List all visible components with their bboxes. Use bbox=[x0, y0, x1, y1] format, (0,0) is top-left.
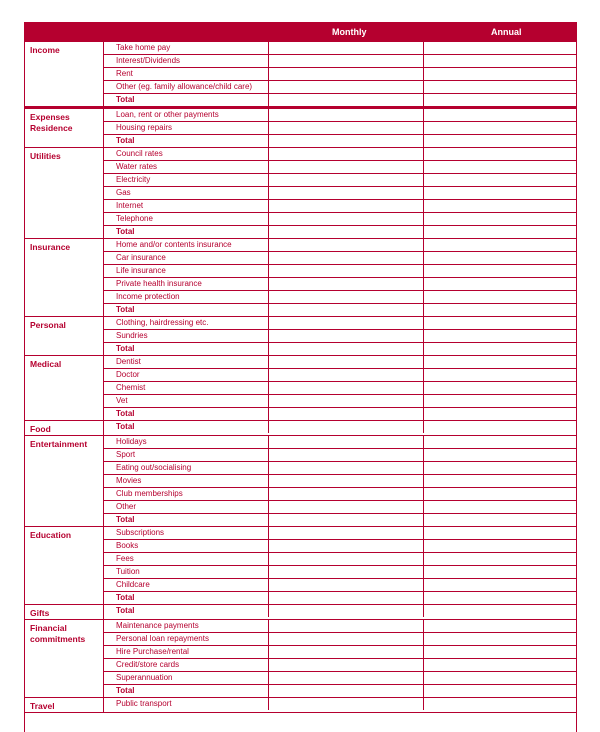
table-row bbox=[104, 212, 577, 225]
annual-cell[interactable] bbox=[424, 317, 577, 329]
monthly-cell[interactable] bbox=[269, 330, 424, 342]
monthly-cell[interactable] bbox=[269, 109, 424, 121]
table-row bbox=[104, 54, 577, 67]
monthly-cell[interactable] bbox=[269, 436, 424, 448]
table-row bbox=[104, 42, 577, 54]
annual-cell[interactable] bbox=[424, 252, 577, 264]
annual-cell[interactable] bbox=[424, 330, 577, 342]
monthly-cell[interactable] bbox=[269, 421, 424, 433]
annual-cell[interactable] bbox=[424, 553, 577, 565]
table-row bbox=[104, 539, 577, 552]
item-label: Maintenance payments bbox=[104, 620, 269, 632]
item-label: Credit/store cards bbox=[104, 659, 269, 671]
item-label: Other bbox=[104, 501, 269, 513]
item-label: Other (eg. family allowance/child care) bbox=[104, 81, 269, 93]
item-label: Chemist bbox=[104, 382, 269, 394]
table-row bbox=[104, 500, 577, 513]
annual-cell[interactable] bbox=[424, 369, 577, 381]
item-label: Public transport bbox=[104, 698, 269, 710]
category-label: Financial commitments bbox=[24, 620, 104, 697]
item-label: Movies bbox=[104, 475, 269, 487]
annual-cell[interactable] bbox=[424, 343, 577, 355]
table-row bbox=[104, 684, 577, 697]
category-group bbox=[24, 527, 577, 605]
annual-cell[interactable] bbox=[424, 122, 577, 134]
table-row bbox=[104, 632, 577, 645]
table-header bbox=[24, 22, 577, 42]
monthly-cell[interactable] bbox=[269, 449, 424, 461]
monthly-cell[interactable] bbox=[269, 462, 424, 474]
table-row bbox=[104, 80, 577, 93]
annual-cell[interactable] bbox=[424, 200, 577, 212]
monthly-cell[interactable] bbox=[269, 395, 424, 407]
category-label: Utilities bbox=[24, 148, 104, 238]
monthly-cell[interactable] bbox=[269, 527, 424, 539]
annual-cell[interactable] bbox=[424, 304, 577, 316]
table-row bbox=[104, 67, 577, 80]
annual-cell[interactable] bbox=[424, 592, 577, 604]
category-label: Medical bbox=[24, 356, 104, 420]
monthly-cell[interactable] bbox=[269, 161, 424, 173]
table-row bbox=[104, 578, 577, 591]
table-row bbox=[104, 160, 577, 173]
item-label: Vet bbox=[104, 395, 269, 407]
item-label: Sundries bbox=[104, 330, 269, 342]
annual-cell[interactable] bbox=[424, 94, 577, 106]
annual-cell[interactable] bbox=[424, 566, 577, 578]
table-row bbox=[104, 368, 577, 381]
item-label: Electricity bbox=[104, 174, 269, 186]
annual-cell[interactable] bbox=[424, 646, 577, 658]
table-row bbox=[104, 487, 577, 500]
table-row bbox=[104, 513, 577, 526]
monthly-cell[interactable] bbox=[269, 68, 424, 80]
monthly-cell[interactable] bbox=[269, 122, 424, 134]
item-label: Internet bbox=[104, 200, 269, 212]
category-group bbox=[24, 148, 577, 239]
table-row bbox=[104, 329, 577, 342]
category-group bbox=[24, 42, 577, 107]
annual-cell[interactable] bbox=[424, 698, 577, 710]
table-row bbox=[104, 264, 577, 277]
annual-cell[interactable] bbox=[424, 213, 577, 225]
category-group bbox=[24, 356, 577, 421]
annual-cell[interactable] bbox=[424, 239, 577, 251]
item-label: Superannuation bbox=[104, 672, 269, 684]
monthly-cell[interactable] bbox=[269, 81, 424, 93]
item-label: Subscriptions bbox=[104, 527, 269, 539]
monthly-cell[interactable] bbox=[269, 304, 424, 316]
category-label: Personal bbox=[24, 317, 104, 355]
category-label: Education bbox=[24, 527, 104, 604]
monthly-cell[interactable] bbox=[269, 291, 424, 303]
item-label: Tuition bbox=[104, 566, 269, 578]
monthly-cell[interactable] bbox=[269, 540, 424, 552]
annual-cell[interactable] bbox=[424, 488, 577, 500]
annual-cell[interactable] bbox=[424, 421, 577, 433]
header-monthly: Monthly bbox=[332, 27, 367, 37]
table-row bbox=[104, 394, 577, 407]
table-row bbox=[104, 448, 577, 461]
monthly-cell[interactable] bbox=[269, 592, 424, 604]
monthly-cell[interactable] bbox=[269, 408, 424, 420]
category-label: Food bbox=[24, 421, 104, 435]
category-group bbox=[24, 239, 577, 317]
category-label: Insurance bbox=[24, 239, 104, 316]
annual-cell[interactable] bbox=[424, 527, 577, 539]
table-row bbox=[104, 620, 577, 632]
annual-cell[interactable] bbox=[424, 408, 577, 420]
monthly-cell[interactable] bbox=[269, 278, 424, 290]
annual-cell[interactable] bbox=[424, 449, 577, 461]
item-label: Fees bbox=[104, 553, 269, 565]
table-row bbox=[104, 93, 577, 106]
category-group bbox=[24, 620, 577, 698]
table-row bbox=[104, 461, 577, 474]
table-row bbox=[104, 109, 577, 121]
monthly-cell[interactable] bbox=[269, 317, 424, 329]
annual-cell[interactable] bbox=[424, 659, 577, 671]
monthly-cell[interactable] bbox=[269, 148, 424, 160]
item-label: Personal loan repayments bbox=[104, 633, 269, 645]
category-group bbox=[24, 605, 577, 620]
annual-cell[interactable] bbox=[424, 187, 577, 199]
table-row bbox=[104, 277, 577, 290]
table-row bbox=[104, 421, 577, 433]
table-row bbox=[104, 121, 577, 134]
table-row bbox=[104, 290, 577, 303]
category-label: Gifts bbox=[24, 605, 104, 619]
annual-cell[interactable] bbox=[424, 605, 577, 617]
item-label: Total bbox=[104, 685, 269, 697]
monthly-cell[interactable] bbox=[269, 672, 424, 684]
annual-cell[interactable] bbox=[424, 514, 577, 526]
table-row bbox=[104, 671, 577, 684]
annual-cell[interactable] bbox=[424, 68, 577, 80]
category-label: Income bbox=[24, 42, 104, 106]
annual-cell[interactable] bbox=[424, 148, 577, 160]
monthly-cell[interactable] bbox=[269, 226, 424, 238]
annual-cell[interactable] bbox=[424, 462, 577, 474]
item-label: Interest/Dividends bbox=[104, 55, 269, 67]
table-row bbox=[104, 698, 577, 710]
monthly-cell[interactable] bbox=[269, 343, 424, 355]
monthly-cell[interactable] bbox=[269, 42, 424, 54]
item-label: Total bbox=[104, 605, 269, 617]
table-row bbox=[104, 148, 577, 160]
monthly-cell[interactable] bbox=[269, 187, 424, 199]
table-row bbox=[104, 527, 577, 539]
item-label: Home and/or contents insurance bbox=[104, 239, 269, 251]
table-row bbox=[104, 605, 577, 617]
monthly-cell[interactable] bbox=[269, 475, 424, 487]
table-row bbox=[104, 225, 577, 238]
table-row bbox=[104, 407, 577, 420]
table-row bbox=[104, 134, 577, 147]
annual-cell[interactable] bbox=[424, 685, 577, 697]
budget-groups bbox=[24, 42, 577, 713]
table-row bbox=[104, 356, 577, 368]
item-label: Childcare bbox=[104, 579, 269, 591]
monthly-cell[interactable] bbox=[269, 356, 424, 368]
monthly-cell[interactable] bbox=[269, 698, 424, 710]
table-row bbox=[104, 186, 577, 199]
monthly-cell[interactable] bbox=[269, 566, 424, 578]
annual-cell[interactable] bbox=[424, 109, 577, 121]
category-group bbox=[24, 698, 577, 713]
item-label: Car insurance bbox=[104, 252, 269, 264]
item-label: Clothing, hairdressing etc. bbox=[104, 317, 269, 329]
annual-cell[interactable] bbox=[424, 291, 577, 303]
item-label: Eating out/socialising bbox=[104, 462, 269, 474]
annual-cell[interactable] bbox=[424, 226, 577, 238]
monthly-cell[interactable] bbox=[269, 135, 424, 147]
annual-cell[interactable] bbox=[424, 42, 577, 54]
item-label: Private health insurance bbox=[104, 278, 269, 290]
monthly-cell[interactable] bbox=[269, 488, 424, 500]
header-annual: Annual bbox=[491, 27, 522, 37]
table-row bbox=[104, 645, 577, 658]
monthly-cell[interactable] bbox=[269, 213, 424, 225]
monthly-cell[interactable] bbox=[269, 200, 424, 212]
item-label: Total bbox=[104, 592, 269, 604]
item-label: Total bbox=[104, 343, 269, 355]
monthly-cell[interactable] bbox=[269, 265, 424, 277]
category-group bbox=[24, 109, 577, 148]
annual-cell[interactable] bbox=[424, 55, 577, 67]
item-label: Total bbox=[104, 304, 269, 316]
table-row bbox=[104, 303, 577, 316]
monthly-cell[interactable] bbox=[269, 174, 424, 186]
monthly-cell[interactable] bbox=[269, 55, 424, 67]
item-label: Take home pay bbox=[104, 42, 269, 54]
annual-cell[interactable] bbox=[424, 620, 577, 632]
monthly-cell[interactable] bbox=[269, 239, 424, 251]
annual-cell[interactable] bbox=[424, 135, 577, 147]
table-row bbox=[104, 591, 577, 604]
item-label: Total bbox=[104, 94, 269, 106]
table-row bbox=[104, 552, 577, 565]
annual-cell[interactable] bbox=[424, 81, 577, 93]
category-label: Travel bbox=[24, 698, 104, 712]
category-label: Entertainment bbox=[24, 436, 104, 526]
table-row bbox=[104, 239, 577, 251]
item-label: Water rates bbox=[104, 161, 269, 173]
item-label: Dentist bbox=[104, 356, 269, 368]
table-row bbox=[104, 317, 577, 329]
item-label: Total bbox=[104, 135, 269, 147]
annual-cell[interactable] bbox=[424, 540, 577, 552]
annual-cell[interactable] bbox=[424, 395, 577, 407]
item-label: Rent bbox=[104, 68, 269, 80]
item-label: Holidays bbox=[104, 436, 269, 448]
category-group bbox=[24, 436, 577, 527]
monthly-cell[interactable] bbox=[269, 514, 424, 526]
monthly-cell[interactable] bbox=[269, 501, 424, 513]
monthly-cell[interactable] bbox=[269, 382, 424, 394]
annual-cell[interactable] bbox=[424, 356, 577, 368]
monthly-cell[interactable] bbox=[269, 579, 424, 591]
item-label: Telephone bbox=[104, 213, 269, 225]
table-row bbox=[104, 173, 577, 186]
item-label: Income protection bbox=[104, 291, 269, 303]
monthly-cell[interactable] bbox=[269, 620, 424, 632]
annual-cell[interactable] bbox=[424, 278, 577, 290]
item-label: Gas bbox=[104, 187, 269, 199]
budget-table bbox=[24, 22, 577, 713]
monthly-cell[interactable] bbox=[269, 633, 424, 645]
annual-cell[interactable] bbox=[424, 475, 577, 487]
category-label: Expenses Residence bbox=[24, 109, 104, 147]
monthly-cell[interactable] bbox=[269, 659, 424, 671]
annual-cell[interactable] bbox=[424, 501, 577, 513]
item-label: Total bbox=[104, 226, 269, 238]
annual-cell[interactable] bbox=[424, 672, 577, 684]
annual-cell[interactable] bbox=[424, 174, 577, 186]
table-row bbox=[104, 251, 577, 264]
item-label: Total bbox=[104, 408, 269, 420]
table-row bbox=[104, 658, 577, 671]
monthly-cell[interactable] bbox=[269, 553, 424, 565]
item-label: Housing repairs bbox=[104, 122, 269, 134]
annual-cell[interactable] bbox=[424, 436, 577, 448]
monthly-cell[interactable] bbox=[269, 94, 424, 106]
monthly-cell[interactable] bbox=[269, 605, 424, 617]
item-label: Doctor bbox=[104, 369, 269, 381]
annual-cell[interactable] bbox=[424, 579, 577, 591]
item-label: Total bbox=[104, 421, 269, 433]
item-label: Hire Purchase/rental bbox=[104, 646, 269, 658]
category-group bbox=[24, 317, 577, 356]
item-label: Sport bbox=[104, 449, 269, 461]
table-row bbox=[104, 342, 577, 355]
item-label: Life insurance bbox=[104, 265, 269, 277]
item-label: Council rates bbox=[104, 148, 269, 160]
annual-cell[interactable] bbox=[424, 265, 577, 277]
monthly-cell[interactable] bbox=[269, 646, 424, 658]
item-label: Loan, rent or other payments bbox=[104, 109, 269, 121]
table-row bbox=[104, 565, 577, 578]
table-row bbox=[104, 474, 577, 487]
table-row bbox=[104, 199, 577, 212]
item-label: Club memberships bbox=[104, 488, 269, 500]
annual-cell[interactable] bbox=[424, 161, 577, 173]
monthly-cell[interactable] bbox=[269, 685, 424, 697]
annual-cell[interactable] bbox=[424, 633, 577, 645]
monthly-cell[interactable] bbox=[269, 369, 424, 381]
table-row bbox=[104, 436, 577, 448]
table-row bbox=[104, 381, 577, 394]
annual-cell[interactable] bbox=[424, 382, 577, 394]
item-label: Total bbox=[104, 514, 269, 526]
item-label: Books bbox=[104, 540, 269, 552]
category-group bbox=[24, 421, 577, 436]
monthly-cell[interactable] bbox=[269, 252, 424, 264]
